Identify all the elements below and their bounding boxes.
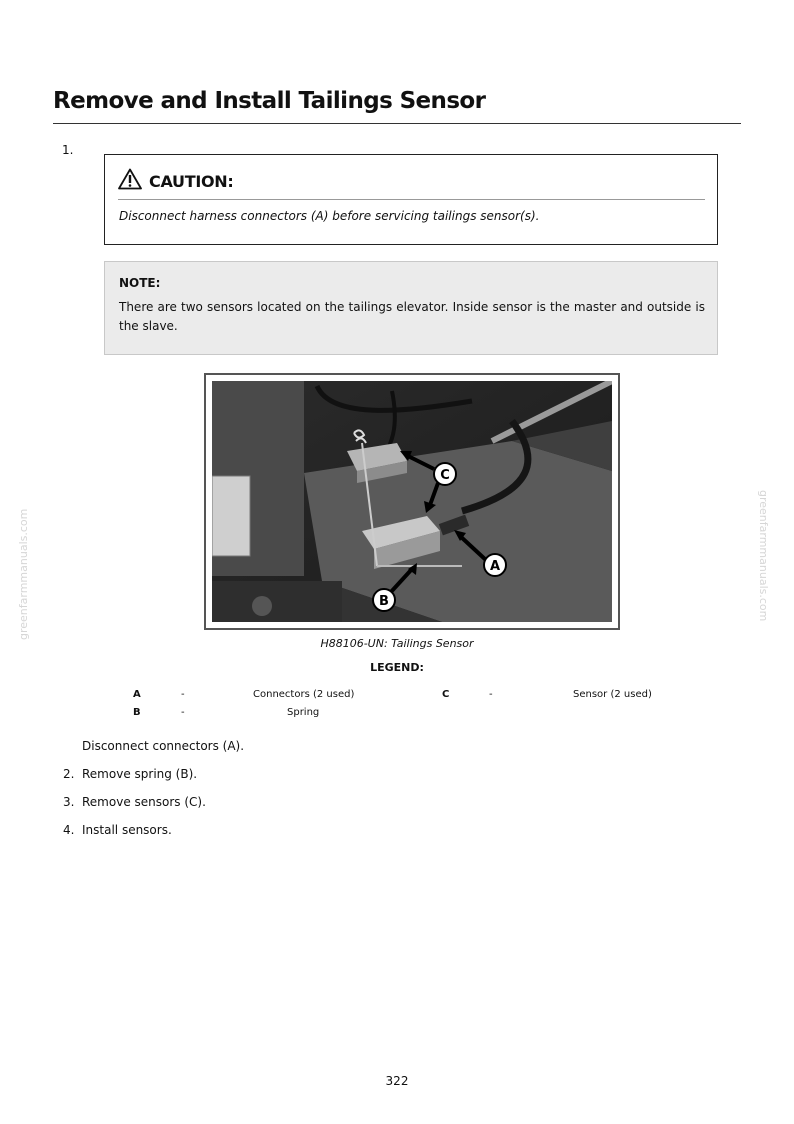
legend-dash-a: - bbox=[181, 689, 185, 700]
caution-text: Disconnect harness connectors (A) before servicing tailings sensor(s). bbox=[119, 209, 540, 223]
step-number: 4. bbox=[63, 823, 75, 837]
step-text: Remove sensors (C). bbox=[82, 795, 206, 809]
caution-header bbox=[118, 168, 233, 194]
page-number: 322 bbox=[385, 1074, 409, 1088]
figure-caption: H88106-UN: Tailings Sensor bbox=[320, 637, 474, 650]
legend-dash-b: - bbox=[181, 707, 185, 718]
note-box bbox=[104, 261, 718, 355]
legend-letter-c: C bbox=[442, 689, 450, 700]
step-text: Install sensors. bbox=[82, 823, 172, 837]
callout-a-label: A bbox=[489, 559, 501, 574]
watermark-left: greenfarmmanuals.com bbox=[17, 508, 30, 640]
tailings-sensor-photo bbox=[204, 373, 620, 630]
warning-triangle-icon bbox=[118, 168, 142, 194]
watermark-right: greenfarmmanuals.com bbox=[757, 490, 770, 622]
legend-letter-b: B bbox=[133, 707, 141, 718]
legend-title: LEGEND: bbox=[370, 661, 424, 674]
callout-c bbox=[434, 463, 456, 485]
title-divider bbox=[53, 123, 741, 124]
step-text: Remove spring (B). bbox=[82, 767, 198, 781]
page-title: Remove and Install Tailings Sensor bbox=[53, 88, 486, 114]
note-text: There are two sensors located on the tailings elevator. Inside sensor is the master and outside is the slave. bbox=[119, 300, 705, 333]
step-number: 1. bbox=[62, 143, 74, 157]
legend-letter-a: A bbox=[133, 689, 141, 700]
caution-divider bbox=[118, 199, 705, 200]
callout-b-label: B bbox=[379, 594, 389, 609]
legend-desc-c: Sensor (2 used) bbox=[573, 689, 652, 700]
step-number: 2. bbox=[63, 767, 75, 781]
legend-desc-a: Connectors (2 used) bbox=[253, 689, 355, 700]
legend-desc-b: Spring bbox=[287, 707, 320, 718]
caution-title: CAUTION: bbox=[149, 171, 234, 191]
caution-box bbox=[104, 154, 718, 245]
callout-c-label: C bbox=[440, 468, 450, 483]
callout-a bbox=[484, 554, 506, 576]
note-title: NOTE: bbox=[119, 276, 161, 290]
legend-dash-c: - bbox=[489, 689, 493, 700]
step-number: 3. bbox=[63, 795, 75, 809]
callout-b bbox=[373, 589, 395, 611]
step-text: Disconnect connectors (A). bbox=[82, 739, 245, 753]
